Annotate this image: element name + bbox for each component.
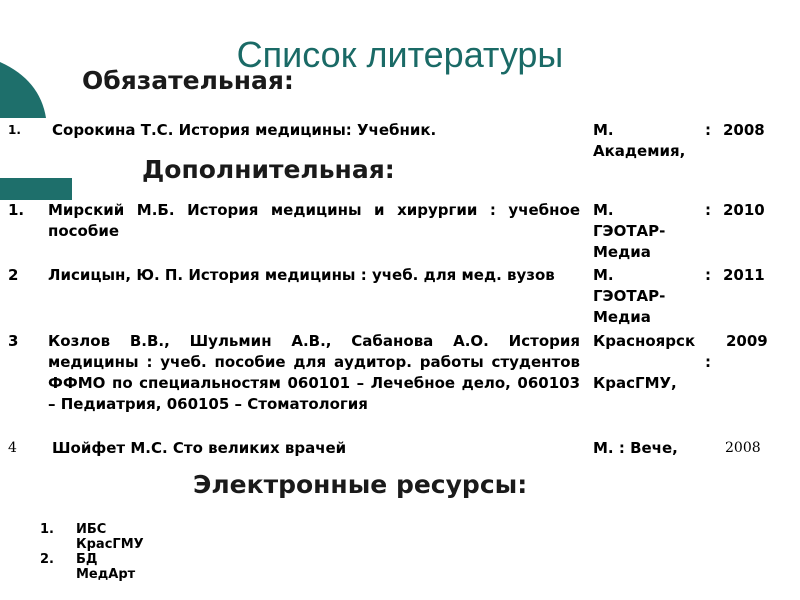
pub-name: КрасГМУ, <box>593 374 677 392</box>
item-number: 4 <box>8 440 17 456</box>
item-year: 2008 <box>725 440 761 456</box>
pub-name: ГЭОТАР-Медиа <box>593 287 666 326</box>
item-year: 2010 <box>723 201 765 219</box>
item-text: Козлов В.В., Шульмин А.В., Сабанова А.О. История медицины : учеб. пособие для аудитор. работы студентов ФФМО по специальностям 060101 – Лечебное дело, 060103 – Педиатрия, 060105 – Стоматология <box>48 332 580 413</box>
section-mandatory: Обязательная: <box>82 66 294 95</box>
pub-city: М. <box>593 266 614 284</box>
item-year: 2008 <box>723 121 765 139</box>
item-text: Лисицын, Ю. П. История медицины : учеб. для мед. вузов <box>48 266 555 284</box>
section-electronic: Электронные ресурсы: <box>193 470 528 499</box>
item-number: 1. <box>8 123 21 137</box>
item-text: Мирский М.Б. История медицины и хирургии : учебное пособие <box>48 201 580 240</box>
pub-colon: : <box>705 266 711 284</box>
pub-colon: : <box>705 121 711 139</box>
pub-city: М. <box>593 121 614 139</box>
item-publisher: М. : Вече, <box>593 439 678 457</box>
pub-colon: : <box>705 353 711 371</box>
decorative-corner-shape <box>0 0 80 200</box>
item-text: ИБС КрасГМУ <box>76 522 144 552</box>
item-number: 2. <box>40 552 54 567</box>
pub-city: М. <box>593 201 614 219</box>
item-text: Шойфет М.С. Сто великих врачей <box>52 439 347 457</box>
page-title: Список литературы <box>236 34 564 75</box>
item-year: 2011 <box>723 266 765 284</box>
item-text: Сорокина Т.С. История медицины: Учебник. <box>52 121 437 139</box>
item-text: БД МедАрт <box>76 552 136 582</box>
item-number: 3 <box>8 332 19 350</box>
item-number: 1. <box>8 201 25 219</box>
item-number: 1. <box>40 522 54 537</box>
item-number: 2 <box>8 266 19 284</box>
pub-name: Академия, <box>593 142 686 160</box>
pub-city: Красноярск <box>593 332 696 350</box>
pub-name: ГЭОТАР-Медиа <box>593 222 666 261</box>
section-additional: Дополнительная: <box>142 155 395 184</box>
item-year: 2009 <box>726 332 768 350</box>
pub-colon: : <box>705 201 711 219</box>
